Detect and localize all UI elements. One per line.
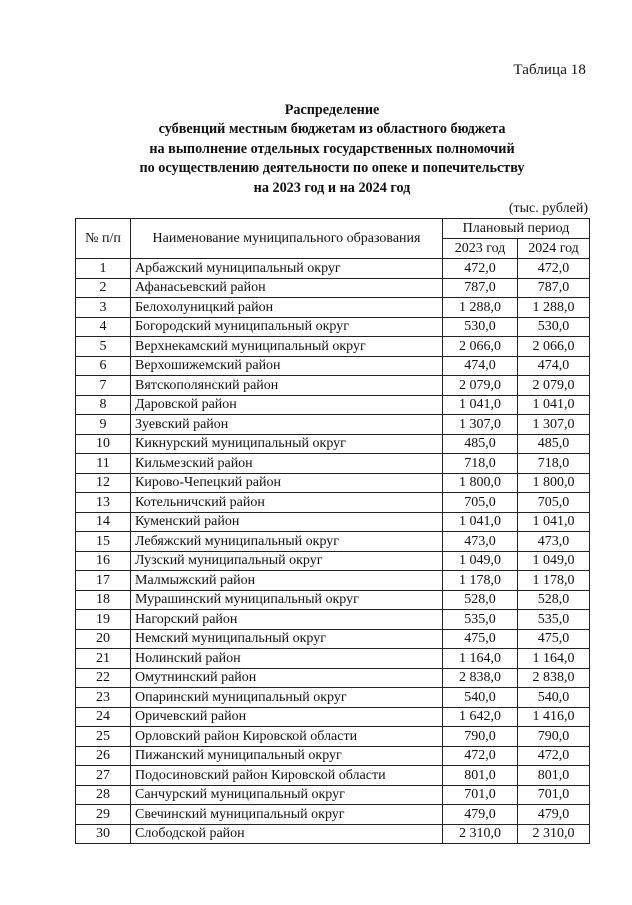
heading-line: на 2023 год и на 2024 год xyxy=(253,179,411,196)
table-row xyxy=(76,766,590,786)
table-row xyxy=(76,298,590,318)
row-number: 24 xyxy=(76,707,131,727)
municipality-name: Мурашинский муниципальный округ xyxy=(131,590,443,610)
table-row xyxy=(76,727,590,747)
table-row xyxy=(76,824,590,844)
row-number: 17 xyxy=(76,571,131,591)
value-2024: 1 041,0 xyxy=(518,395,590,415)
municipality-name: Кирово-Чепецкий район xyxy=(131,473,443,493)
value-2023: 2 838,0 xyxy=(443,668,518,688)
header-year-2024: 2024 год xyxy=(518,239,590,259)
row-number: 11 xyxy=(76,454,131,474)
value-2023: 1 642,0 xyxy=(443,707,518,727)
municipality-name: Зуевский район xyxy=(131,415,443,435)
row-number: 7 xyxy=(76,376,131,396)
value-2023: 2 079,0 xyxy=(443,376,518,396)
value-2024: 479,0 xyxy=(518,805,590,825)
municipality-name: Нолинский район xyxy=(131,649,443,669)
header-planning-period: Плановый период xyxy=(443,219,590,239)
value-2024: 485,0 xyxy=(518,434,590,454)
municipality-name: Кикнурский муниципальный округ xyxy=(131,434,443,454)
value-2023: 485,0 xyxy=(443,434,518,454)
municipality-name: Афанасьевский район xyxy=(131,278,443,298)
value-2024: 475,0 xyxy=(518,629,590,649)
value-2023: 1 288,0 xyxy=(443,298,518,318)
municipality-name: Вятскополянский район xyxy=(131,376,443,396)
table-row xyxy=(76,376,590,396)
table-row xyxy=(76,551,590,571)
row-number: 15 xyxy=(76,532,131,552)
document-heading xyxy=(0,101,632,198)
row-number: 25 xyxy=(76,727,131,747)
value-2024: 1 178,0 xyxy=(518,571,590,591)
table-row xyxy=(76,707,590,727)
value-2024: 473,0 xyxy=(518,532,590,552)
row-number: 20 xyxy=(76,629,131,649)
value-2024: 535,0 xyxy=(518,610,590,630)
municipality-name: Лузский муниципальный округ xyxy=(131,551,443,571)
value-2024: 530,0 xyxy=(518,317,590,337)
row-number: 13 xyxy=(76,493,131,513)
table-row xyxy=(76,668,590,688)
value-2023: 718,0 xyxy=(443,454,518,474)
municipality-name: Санчурский муниципальный округ xyxy=(131,785,443,805)
municipality-name: Опаринский муниципальный округ xyxy=(131,688,443,708)
table-header xyxy=(76,219,590,259)
heading-line: на выполнение отдельных государственных полномочий xyxy=(149,140,515,157)
municipality-name: Верхошижемский район xyxy=(131,356,443,376)
value-2023: 535,0 xyxy=(443,610,518,630)
table-row xyxy=(76,805,590,825)
value-2024: 2 066,0 xyxy=(518,337,590,357)
municipality-name: Немский муниципальный округ xyxy=(131,629,443,649)
row-number: 1 xyxy=(76,259,131,279)
table-row xyxy=(76,649,590,669)
municipality-name: Свечинский муниципальный округ xyxy=(131,805,443,825)
header-year-2023: 2023 год xyxy=(443,239,518,259)
value-2023: 801,0 xyxy=(443,766,518,786)
table-row xyxy=(76,493,590,513)
row-number: 8 xyxy=(76,395,131,415)
row-number: 10 xyxy=(76,434,131,454)
table-row xyxy=(76,356,590,376)
value-2023: 2 066,0 xyxy=(443,337,518,357)
table-label: Таблица 18 xyxy=(513,62,586,78)
table-row xyxy=(76,532,590,552)
row-number: 12 xyxy=(76,473,131,493)
value-2024: 1 307,0 xyxy=(518,415,590,435)
table-row xyxy=(76,571,590,591)
value-2023: 530,0 xyxy=(443,317,518,337)
municipality-name: Подосиновский район Кировской области xyxy=(131,766,443,786)
value-2024: 472,0 xyxy=(518,259,590,279)
row-number: 2 xyxy=(76,278,131,298)
table-row xyxy=(76,610,590,630)
row-number: 29 xyxy=(76,805,131,825)
value-2023: 472,0 xyxy=(443,259,518,279)
table-row xyxy=(76,590,590,610)
row-number: 9 xyxy=(76,415,131,435)
row-number: 26 xyxy=(76,746,131,766)
table-row xyxy=(76,512,590,532)
municipality-name: Котельничский район xyxy=(131,493,443,513)
row-number: 16 xyxy=(76,551,131,571)
value-2023: 479,0 xyxy=(443,805,518,825)
value-2023: 705,0 xyxy=(443,493,518,513)
municipality-name: Даровской район xyxy=(131,395,443,415)
value-2023: 474,0 xyxy=(443,356,518,376)
row-number: 14 xyxy=(76,512,131,532)
value-2024: 790,0 xyxy=(518,727,590,747)
value-2023: 1 800,0 xyxy=(443,473,518,493)
row-number: 27 xyxy=(76,766,131,786)
value-2023: 540,0 xyxy=(443,688,518,708)
municipality-name: Верхнекамский муниципальный округ xyxy=(131,337,443,357)
value-2023: 475,0 xyxy=(443,629,518,649)
value-2024: 2 079,0 xyxy=(518,376,590,396)
municipality-name: Белохолуницкий район xyxy=(131,298,443,318)
municipality-name: Богородский муниципальный округ xyxy=(131,317,443,337)
subvention-table xyxy=(75,218,590,844)
value-2023: 1 164,0 xyxy=(443,649,518,669)
table-row xyxy=(76,259,590,279)
row-number: 22 xyxy=(76,668,131,688)
value-2024: 540,0 xyxy=(518,688,590,708)
value-2023: 701,0 xyxy=(443,785,518,805)
row-number: 30 xyxy=(76,824,131,844)
value-2023: 472,0 xyxy=(443,746,518,766)
municipality-name: Слободской район xyxy=(131,824,443,844)
heading-line: субвенций местным бюджетам из областного бюджета xyxy=(158,121,506,138)
value-2023: 1 049,0 xyxy=(443,551,518,571)
row-number: 4 xyxy=(76,317,131,337)
table-row xyxy=(76,434,590,454)
row-number: 6 xyxy=(76,356,131,376)
municipality-name: Нагорский район xyxy=(131,610,443,630)
heading-line: по осуществлению деятельности по опеке и попечительству xyxy=(139,160,525,177)
header-municipality: Наименование муниципального образования xyxy=(131,219,443,259)
value-2024: 705,0 xyxy=(518,493,590,513)
row-number: 21 xyxy=(76,649,131,669)
table-row xyxy=(76,415,590,435)
value-2024: 528,0 xyxy=(518,590,590,610)
value-2024: 1 041,0 xyxy=(518,512,590,532)
value-2024: 472,0 xyxy=(518,746,590,766)
table-row xyxy=(76,337,590,357)
value-2024: 701,0 xyxy=(518,785,590,805)
units-note: (тыс. рублей) xyxy=(508,201,588,216)
table-row xyxy=(76,473,590,493)
row-number: 28 xyxy=(76,785,131,805)
value-2023: 528,0 xyxy=(443,590,518,610)
row-number: 19 xyxy=(76,610,131,630)
value-2023: 1 041,0 xyxy=(443,512,518,532)
value-2023: 787,0 xyxy=(443,278,518,298)
value-2024: 2 838,0 xyxy=(518,668,590,688)
value-2024: 801,0 xyxy=(518,766,590,786)
row-number: 5 xyxy=(76,337,131,357)
value-2024: 1 416,0 xyxy=(518,707,590,727)
value-2024: 1 800,0 xyxy=(518,473,590,493)
row-number: 3 xyxy=(76,298,131,318)
value-2024: 1 164,0 xyxy=(518,649,590,669)
table-row xyxy=(76,785,590,805)
value-2024: 1 288,0 xyxy=(518,298,590,318)
heading-line: Распределение xyxy=(284,102,380,118)
value-2023: 473,0 xyxy=(443,532,518,552)
row-number: 18 xyxy=(76,590,131,610)
table-row xyxy=(76,629,590,649)
table-row xyxy=(76,317,590,337)
municipality-name: Омутнинский район xyxy=(131,668,443,688)
municipality-name: Арбажский муниципальный округ xyxy=(131,259,443,279)
table-body xyxy=(76,259,590,844)
municipality-name: Кильмезский район xyxy=(131,454,443,474)
municipality-name: Пижанский муниципальный округ xyxy=(131,746,443,766)
value-2023: 1 178,0 xyxy=(443,571,518,591)
municipality-name: Куменский район xyxy=(131,512,443,532)
value-2023: 1 307,0 xyxy=(443,415,518,435)
value-2024: 718,0 xyxy=(518,454,590,474)
value-2023: 2 310,0 xyxy=(443,824,518,844)
municipality-name: Орловский район Кировской области xyxy=(131,727,443,747)
value-2024: 787,0 xyxy=(518,278,590,298)
value-2023: 1 041,0 xyxy=(443,395,518,415)
table-row xyxy=(76,746,590,766)
value-2024: 1 049,0 xyxy=(518,551,590,571)
municipality-name: Оричевский район xyxy=(131,707,443,727)
municipality-name: Лебяжский муниципальный округ xyxy=(131,532,443,552)
header-number: № п/п xyxy=(76,219,131,259)
value-2024: 474,0 xyxy=(518,356,590,376)
table-row xyxy=(76,278,590,298)
table-row xyxy=(76,395,590,415)
row-number: 23 xyxy=(76,688,131,708)
value-2024: 2 310,0 xyxy=(518,824,590,844)
value-2023: 790,0 xyxy=(443,727,518,747)
table-row xyxy=(76,688,590,708)
table-row xyxy=(76,454,590,474)
municipality-name: Малмыжский район xyxy=(131,571,443,591)
